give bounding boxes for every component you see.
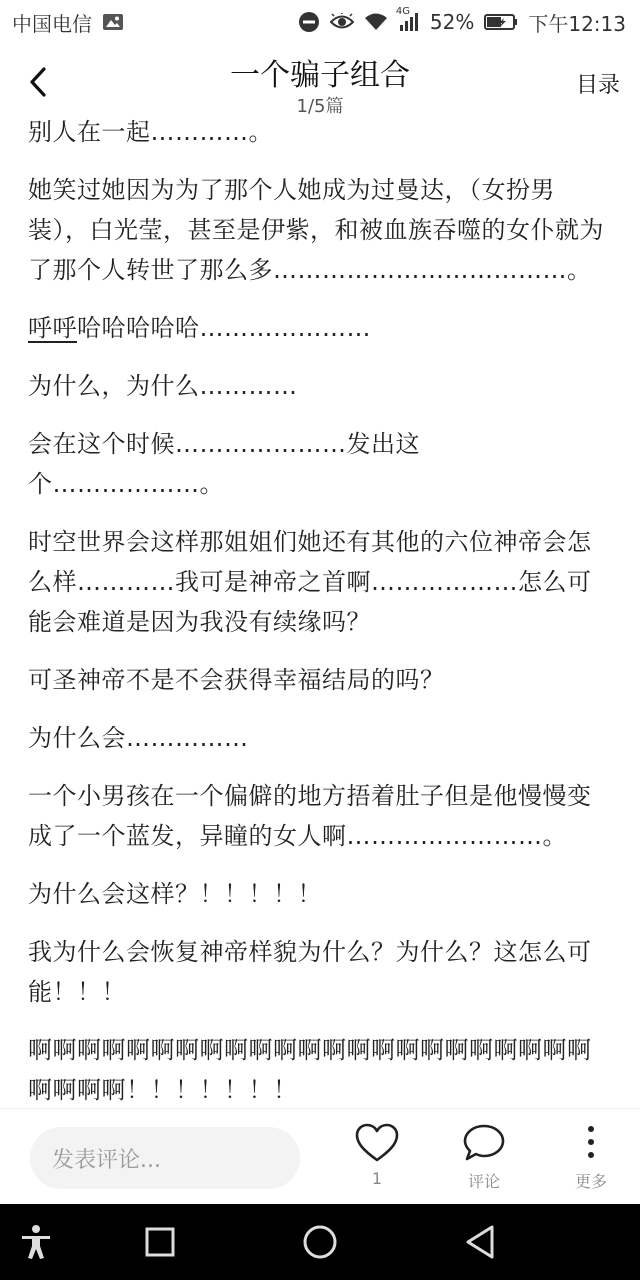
carrier-name: 中国电信 <box>12 11 92 36</box>
paragraph: 时空世界会这样那姐姐们她还有其他的六位神帝会怎么样…………我可是神帝之首啊………………怎么可能会难道是因为我没有续缘吗？ <box>28 528 592 636</box>
paragraph: 为什么会…………… <box>28 724 249 752</box>
paragraph: 她笑过她因为为了那个人她成为过曼达，（女扮男装），白光莹，甚至是伊紫，和被血族吞噬的女仆就为了那个人转世了那么多………………………………。 <box>28 176 604 284</box>
like-button[interactable] <box>342 1123 412 1188</box>
system-nav-bar <box>0 1204 640 1280</box>
home-icon[interactable] <box>300 1222 340 1262</box>
signal-icon <box>395 6 420 32</box>
wifi-icon <box>364 12 388 32</box>
recents-icon[interactable] <box>140 1222 180 1262</box>
more-button[interactable] <box>556 1123 626 1192</box>
reading-content <box>0 112 640 1108</box>
status-bar-left <box>12 8 124 37</box>
status-bar <box>0 0 640 44</box>
battery-percent: 52% <box>429 10 475 34</box>
paragraph: 会在这个时候…………………发出这个………………。 <box>28 430 420 498</box>
paragraph <box>28 308 612 348</box>
underlined-text[interactable]: 呼呼 <box>28 314 77 342</box>
paragraph-text: 哈哈哈哈哈………………… <box>77 314 371 342</box>
dnd-icon <box>298 11 320 33</box>
comment-label: 评论 <box>467 1172 500 1191</box>
paragraph: 啊啊啊啊啊啊啊啊啊啊啊啊啊啊啊啊啊啊啊啊啊啊啊啊啊啊啊！！！！！！！ <box>28 1036 592 1104</box>
paragraph: 一个小男孩在一个偏僻的地方捂着肚子但是他慢慢变成了一个蓝发，异瞳的女人啊……………………。 <box>28 782 592 850</box>
paragraph: 我为什么会恢复神帝样貌为什么？为什么？这怎么可能！！！ <box>28 938 592 1006</box>
battery-icon <box>484 12 518 32</box>
back-nav-icon[interactable] <box>460 1222 500 1262</box>
chat-bubble-icon <box>462 1123 506 1163</box>
accessibility-icon[interactable] <box>16 1222 56 1262</box>
comment-button[interactable] <box>449 1123 519 1192</box>
action-bar <box>0 1108 640 1204</box>
heart-icon <box>355 1123 399 1163</box>
network-type: 4G <box>395 6 411 17</box>
paragraph: 别人在一起…………。 <box>28 118 273 146</box>
like-count: 1 <box>371 1169 383 1188</box>
more-label: 更多 <box>574 1172 607 1191</box>
status-bar-right <box>298 8 626 37</box>
book-title: 一个骗子组合 <box>230 58 410 93</box>
chapter-indicator: 1/5篇 <box>296 96 344 117</box>
paragraph: 为什么会这样？！！！！！ <box>28 880 322 908</box>
image-icon <box>102 12 124 32</box>
catalog-button[interactable]: 目录 <box>575 73 620 98</box>
more-vertical-icon <box>569 1123 613 1163</box>
paragraph: 可圣神帝不是不会获得幸福结局的吗？ <box>28 666 445 694</box>
clock: 下午12:13 <box>528 11 626 36</box>
comment-input[interactable]: 发表评论... <box>30 1127 300 1189</box>
reader-header <box>0 44 640 116</box>
eye-icon <box>330 13 354 31</box>
paragraph: 为什么，为什么………… <box>28 372 298 400</box>
